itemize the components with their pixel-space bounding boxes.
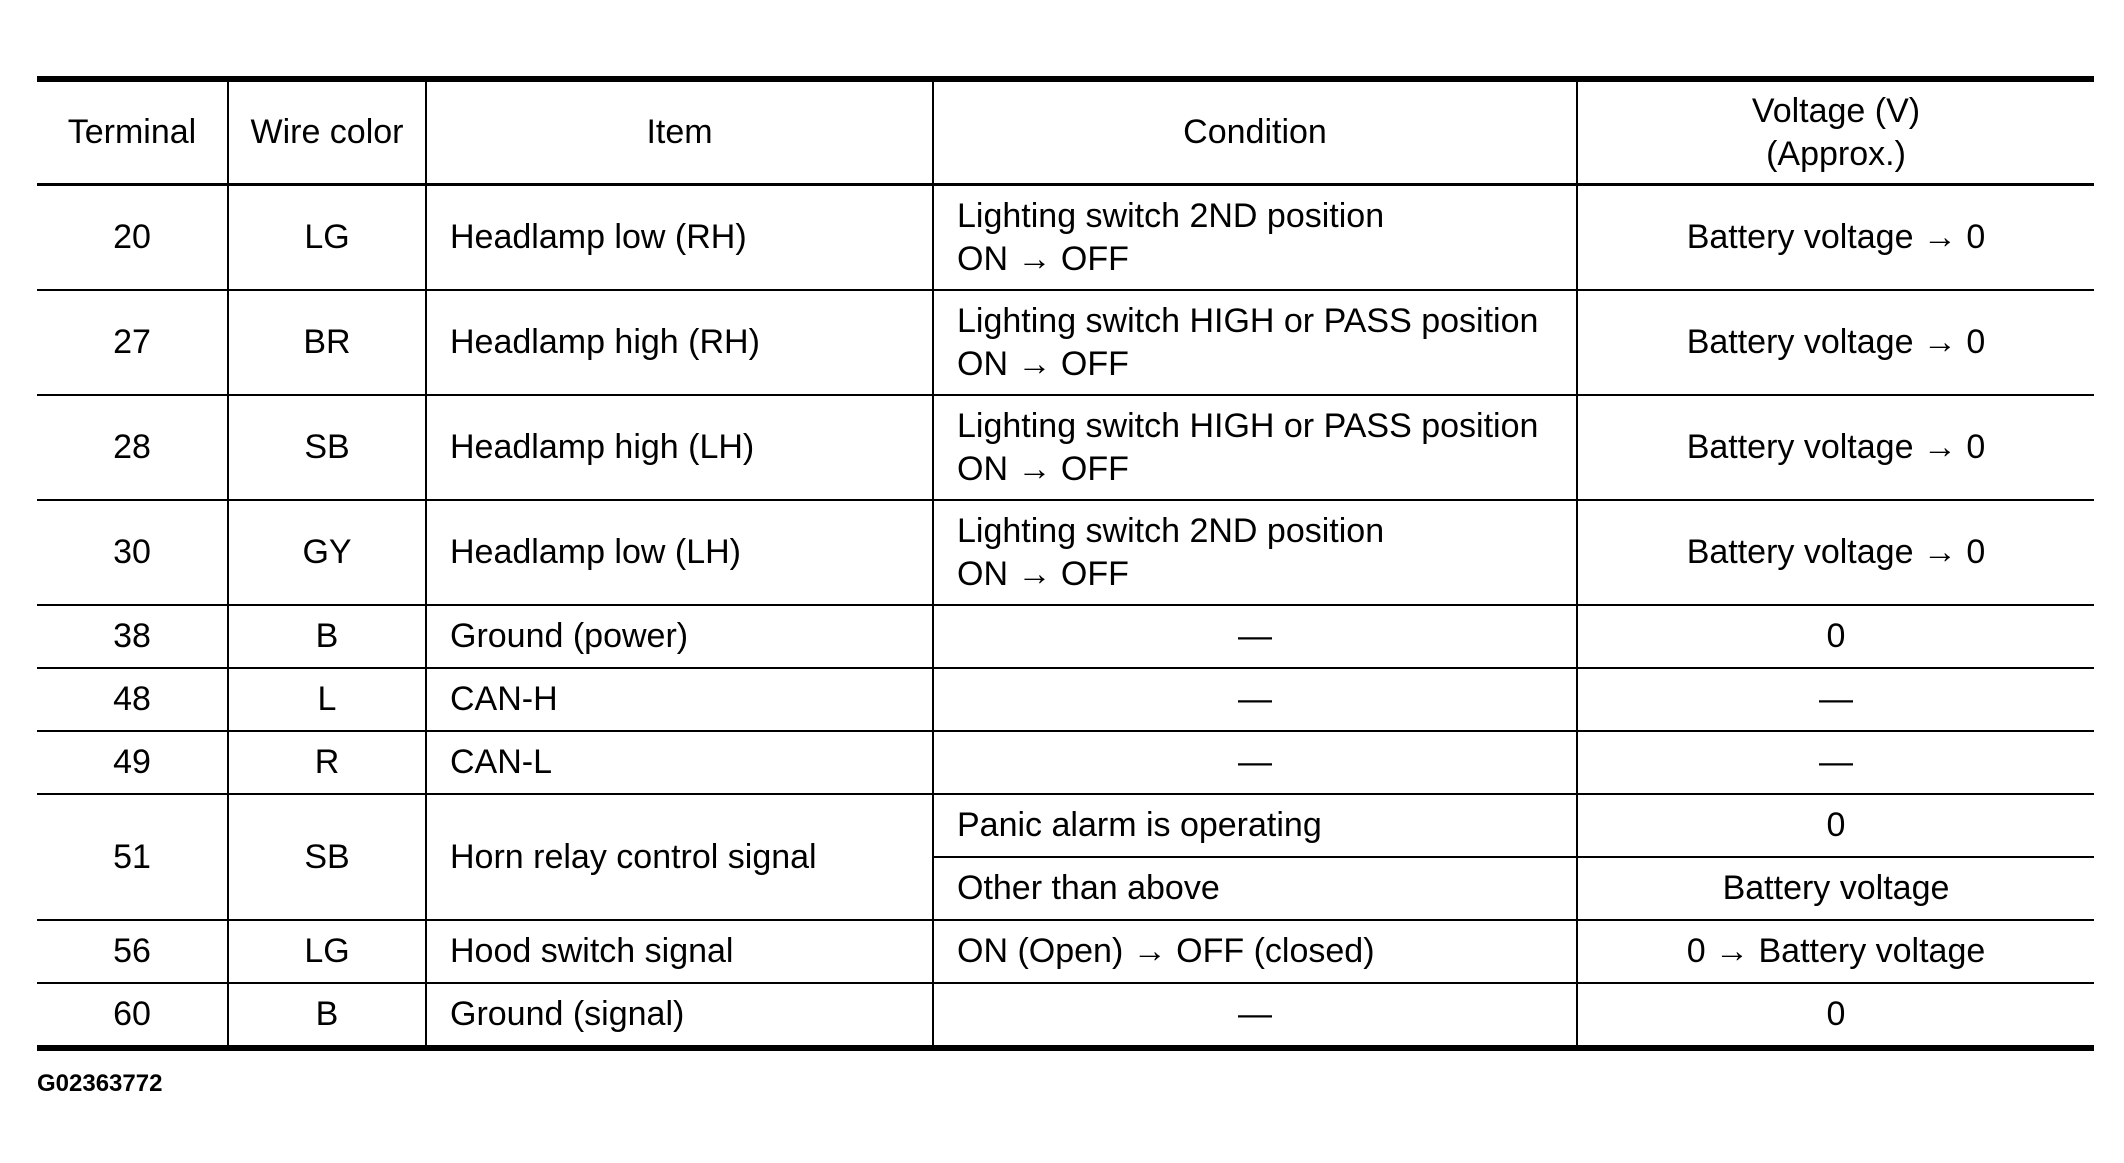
wire-color-cell: LG: [228, 920, 426, 983]
header-voltage-line1: Voltage (V): [1751, 91, 1921, 130]
header-condition: Condition: [933, 79, 1577, 185]
table-row: [37, 731, 2094, 794]
header-voltage-line2: (Approx.): [1766, 134, 1906, 173]
condition-cell: [933, 500, 1577, 605]
condition-cell: —: [933, 605, 1577, 668]
wire-color-cell: LG: [228, 185, 426, 291]
figure-id: G02363772: [37, 1070, 163, 1097]
wire-color-cell: B: [228, 983, 426, 1048]
terminal-cell: 27: [37, 290, 228, 395]
item-cell: Headlamp high (RH): [426, 290, 933, 395]
wire-color-cell: R: [228, 731, 426, 794]
terminal-cell: 30: [37, 500, 228, 605]
condition-line: ON → OFF: [957, 554, 1129, 593]
table-row: [37, 605, 2094, 668]
terminal-cell: 48: [37, 668, 228, 731]
terminal-cell: 49: [37, 731, 228, 794]
item-cell: Headlamp high (LH): [426, 395, 933, 500]
item-cell: CAN-L: [426, 731, 933, 794]
terminal-cell: 56: [37, 920, 228, 983]
voltage-cell: 0: [1577, 983, 2094, 1048]
condition-cell: —: [933, 983, 1577, 1048]
terminal-cell: 20: [37, 185, 228, 291]
voltage-cell: 0 → Battery voltage: [1577, 920, 2094, 983]
item-cell: Horn relay control signal: [426, 794, 933, 920]
item-cell: Ground (signal): [426, 983, 933, 1048]
table-row: [37, 920, 2094, 983]
condition-cell: —: [933, 731, 1577, 794]
condition-line: Lighting switch HIGH or PASS position: [957, 301, 1539, 340]
terminal-spec-table: [37, 76, 2094, 1051]
header-voltage: [1577, 79, 2094, 185]
voltage-cell: Battery voltage: [1577, 857, 2094, 920]
voltage-cell: 0: [1577, 794, 2094, 857]
table-row: [37, 395, 2094, 500]
voltage-cell: Battery voltage → 0: [1577, 185, 2094, 291]
voltage-cell: 0: [1577, 605, 2094, 668]
table-row: [37, 290, 2094, 395]
condition-cell: Panic alarm is operating: [933, 794, 1577, 857]
header-row: [37, 79, 2094, 185]
item-cell: Headlamp low (RH): [426, 185, 933, 291]
voltage-cell: —: [1577, 668, 2094, 731]
wire-color-cell: SB: [228, 395, 426, 500]
table-row: [37, 185, 2094, 291]
header-wire-color: Wire color: [228, 79, 426, 185]
condition-cell: [933, 290, 1577, 395]
header-terminal: Terminal: [37, 79, 228, 185]
table-row: [37, 983, 2094, 1048]
condition-line: ON → OFF: [957, 239, 1129, 278]
terminal-cell: 38: [37, 605, 228, 668]
terminal-cell: 28: [37, 395, 228, 500]
wire-color-cell: B: [228, 605, 426, 668]
condition-cell: —: [933, 668, 1577, 731]
condition-line: Lighting switch HIGH or PASS position: [957, 406, 1539, 445]
voltage-cell: Battery voltage → 0: [1577, 290, 2094, 395]
condition-line: Lighting switch 2ND position: [957, 511, 1385, 550]
terminal-cell: 60: [37, 983, 228, 1048]
wire-color-cell: BR: [228, 290, 426, 395]
table-row: [37, 668, 2094, 731]
voltage-cell: Battery voltage → 0: [1577, 500, 2094, 605]
wire-color-cell: L: [228, 668, 426, 731]
item-cell: Hood switch signal: [426, 920, 933, 983]
voltage-cell: Battery voltage → 0: [1577, 395, 2094, 500]
wire-color-cell: GY: [228, 500, 426, 605]
condition-cell: Other than above: [933, 857, 1577, 920]
item-cell: CAN-H: [426, 668, 933, 731]
condition-line: ON → OFF: [957, 344, 1129, 383]
condition-cell: ON (Open) → OFF (closed): [933, 920, 1577, 983]
header-item: Item: [426, 79, 933, 185]
condition-line: ON → OFF: [957, 449, 1129, 488]
wire-color-cell: SB: [228, 794, 426, 920]
item-cell: Headlamp low (LH): [426, 500, 933, 605]
condition-cell: [933, 395, 1577, 500]
table-row: [37, 500, 2094, 605]
condition-cell: [933, 185, 1577, 291]
table-row: [37, 794, 2094, 857]
terminal-cell: 51: [37, 794, 228, 920]
item-cell: Ground (power): [426, 605, 933, 668]
voltage-cell: —: [1577, 731, 2094, 794]
condition-line: Lighting switch 2ND position: [957, 196, 1385, 235]
